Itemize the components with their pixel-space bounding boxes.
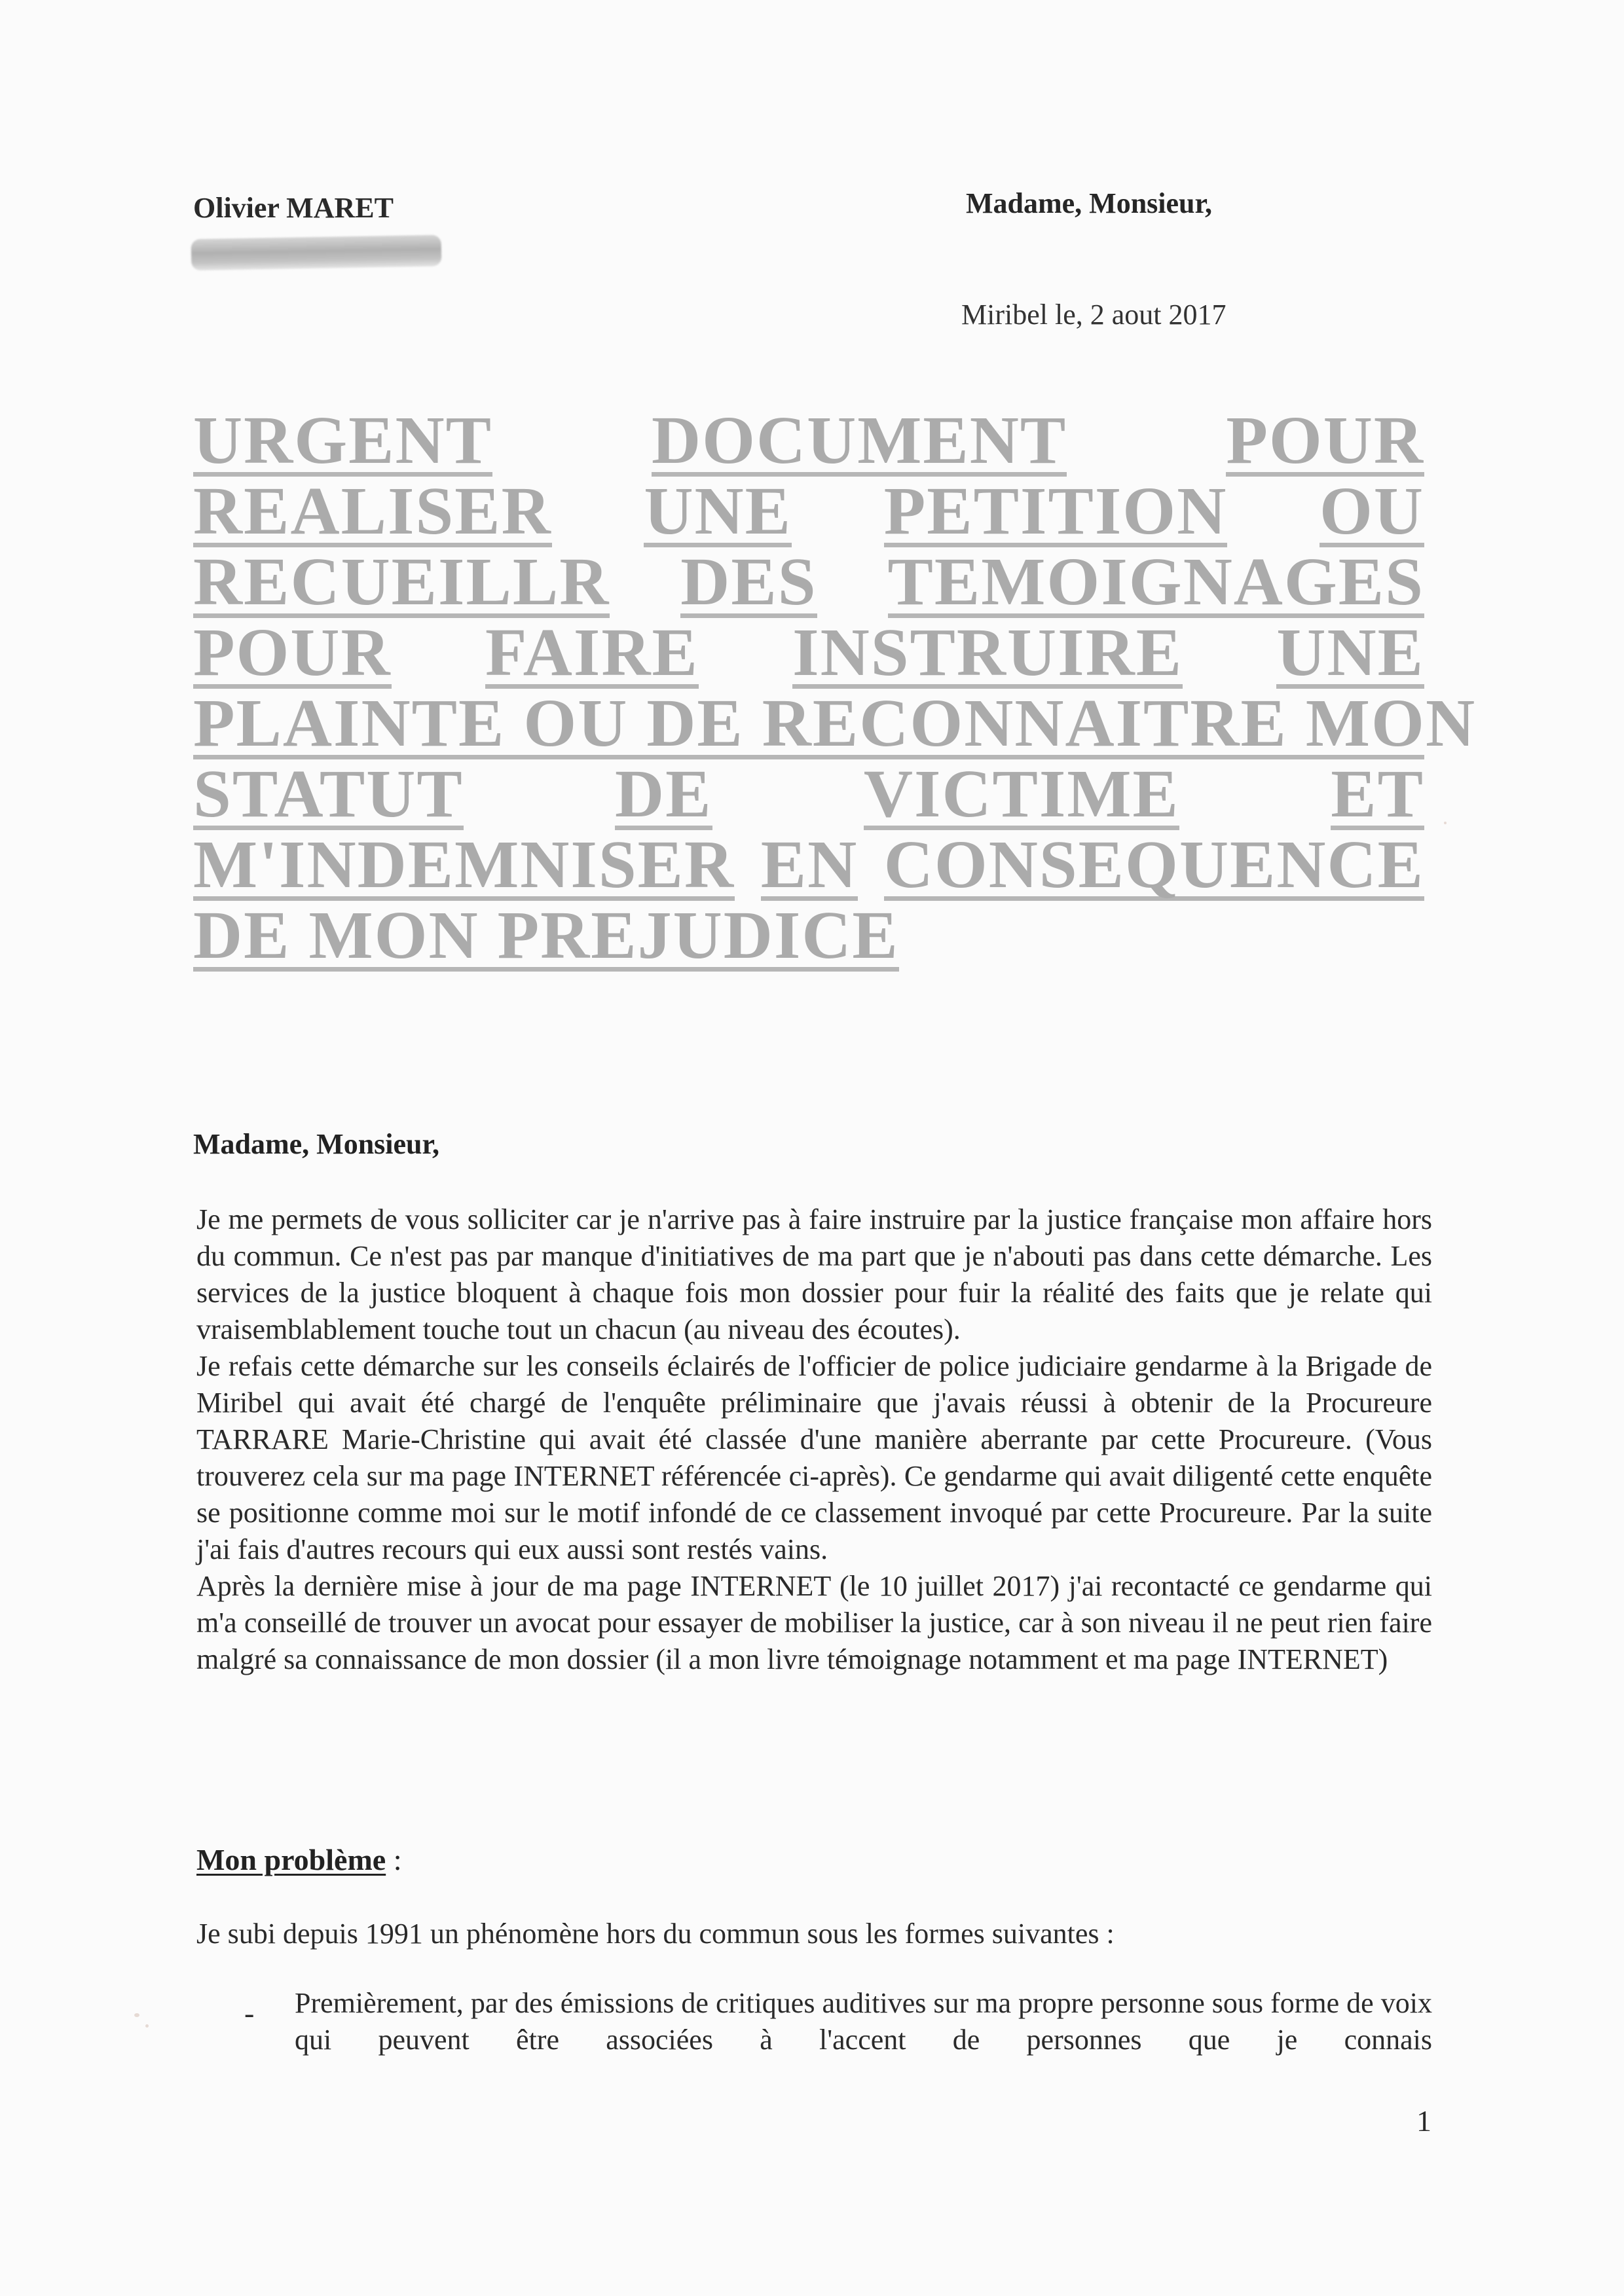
headline-word: RECUEILLR: [193, 544, 610, 619]
headline-line: [193, 827, 1424, 902]
document-headline: [193, 403, 1477, 973]
headline-line: [193, 615, 1424, 690]
headline-word: CONSEQUENCE: [883, 827, 1424, 902]
section-title: Mon problème: [196, 1843, 386, 1876]
headline-word: INSTRUIRE: [792, 615, 1183, 690]
redacted-address-block: [191, 235, 442, 271]
greeting: Madame, Monsieur,: [193, 1128, 440, 1160]
sender-name: Olivier MARET: [193, 192, 394, 224]
letter-date: Miribel le, 2 aout 2017: [961, 299, 1227, 331]
headline-word: TEMOIGNAGES: [887, 544, 1424, 619]
headline-word: STATUT: [193, 756, 464, 831]
bullet-item: Premièrement, par des émissions de critiques auditives sur ma propre personne sous forme de voix qui peuvent être associées à l'accent de personnes que je connais: [295, 1987, 1432, 2056]
body-paragraph: Je me permets de vous solliciter car je n'arrive pas à faire instruire par la justice française mon affaire hors du commun. Ce n'est pas par manque d'initiatives de ma part que je n'abouti pas dans cette démarche. Les services de la justice bloquent à chaque fois mon dossier pour fuir la réalité des faits que je relate qui vraisemblablement touche tout un chacun (au niveau des écoutes).: [196, 1203, 1432, 1345]
headline-word: DE: [615, 756, 712, 831]
headline-word: DES: [680, 544, 817, 619]
headline-word: UNE: [1276, 615, 1424, 690]
headline-word: EN: [760, 827, 858, 902]
headline-line: [193, 756, 1424, 831]
headline-word: M'INDEMNISER: [193, 827, 735, 902]
headline-line: [193, 403, 1424, 478]
headline-word: DOCUMENT: [652, 403, 1067, 478]
headline-word: POUR: [193, 615, 392, 690]
headline-line: [193, 544, 1424, 619]
headline-word: DE MON PREJUDICE: [193, 898, 899, 973]
body-paragraph: Après la dernière mise à jour de ma page INTERNET (le 10 juillet 2017) j'ai recontacté ce gendarme qui m'a conseillé de trouver un avocat pour essayer de mobiliser la justice, car à son niveau il ne peut rien faire malgré sa connaissance de mon dossier (il a mon livre témoignage notamment et ma page INTERNET): [196, 1570, 1432, 1675]
headline-word: OU: [1320, 473, 1424, 549]
bullet-marker: -: [244, 1996, 255, 2030]
headline-word: REALISER: [193, 473, 552, 549]
body-paragraph: Je refais cette démarche sur les conseils éclairés de l'officier de police judiciaire gendarme à la Brigade de Miribel qui avait été chargé de l'enquête préliminaire que j'avais réussi à obtenir de la Procureure TARRARE Marie-Christine qui avait été classée d'une manière aberrante par cette Procureure. (Vous trouverez cela sur ma page INTERNET référencée ci-après). Ce gendarme qui avait diligenté cette enquête se positionne comme moi sur le motif infondé de ce classement invoqué par cette Procureure. Par la suite j'ai fais d'autres recours qui eux aussi sont restés vains.: [196, 1350, 1432, 1565]
section-heading: [196, 1842, 401, 1877]
page-number: 1: [1416, 2104, 1431, 2138]
headline-line: [193, 685, 1477, 761]
headline-word: VICTIME: [863, 756, 1179, 831]
headline-word: URGENT: [193, 403, 492, 478]
headline-line: [193, 473, 1424, 549]
headline-word: FAIRE: [485, 615, 699, 690]
scan-speck: [1444, 822, 1447, 824]
letter-body: [196, 1201, 1432, 1678]
header-salutation: Madame, Monsieur,: [966, 187, 1213, 219]
headline-word: UNE: [644, 473, 792, 549]
headline-word: POUR: [1226, 403, 1424, 478]
headline-word: PLAINTE OU DE RECONNAITRE MON: [193, 685, 1477, 761]
headline-line: [193, 898, 1424, 973]
section-title-suffix: :: [386, 1843, 402, 1876]
headline-word: PETITION: [883, 473, 1228, 549]
scan-speck: [134, 2013, 139, 2017]
section-intro: Je subi depuis 1991 un phénomène hors du commun sous les formes suivantes :: [196, 1918, 1115, 1950]
headline-word: ET: [1331, 756, 1424, 831]
scan-speck: [145, 2024, 149, 2028]
